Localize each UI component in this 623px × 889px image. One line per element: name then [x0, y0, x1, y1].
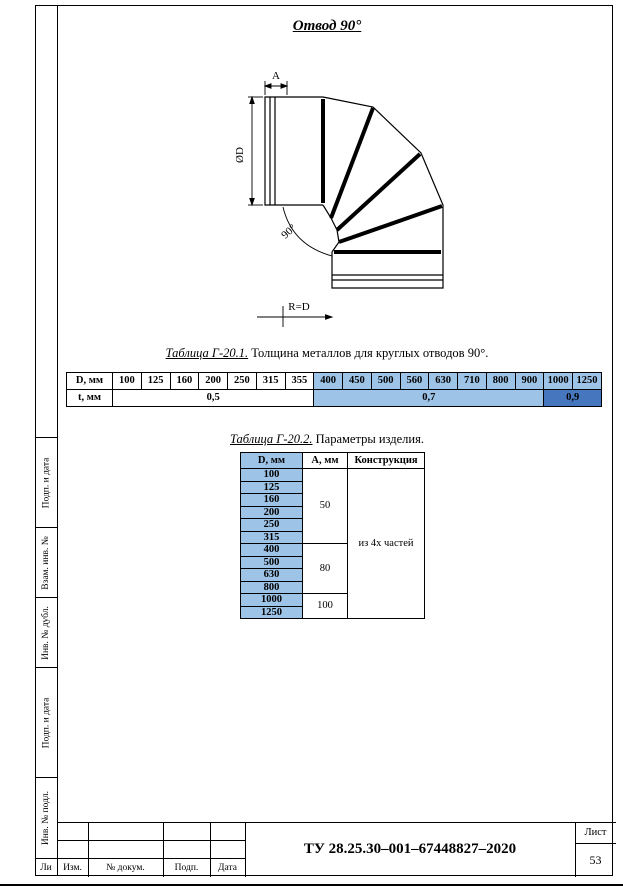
sheet-label: Лист: [584, 827, 607, 838]
sidebar-label: Взам. инв. №: [41, 535, 52, 590]
footer-label-dokum: № докум.: [106, 862, 145, 873]
diameter-cell: 125: [141, 373, 170, 390]
table-row: [67, 373, 602, 390]
duct-outlines: [265, 97, 443, 288]
a-value-cell: 50: [303, 469, 348, 544]
sidebar-cell-podp-data-1: [35, 437, 57, 527]
sheet-number: 53: [589, 852, 602, 867]
table-row: [67, 390, 602, 407]
thickness-cell: 0,9: [544, 390, 602, 407]
header-d-cell: D, мм: [241, 453, 303, 469]
page-title: Отвод 90°: [292, 18, 362, 34]
gore-seams: [323, 99, 442, 252]
sidebar-cell-inv-podl: [35, 777, 57, 858]
table-row: [241, 453, 425, 469]
table1-caption-ref: Таблица Г-20.1.: [165, 346, 249, 360]
elbow-drawing: [195, 55, 495, 340]
dimension-a: [265, 70, 287, 95]
diameter-cell: 500: [371, 373, 400, 390]
d-value-cell: 400: [241, 544, 303, 557]
sidebar-cell-vzam-inv: [35, 527, 57, 597]
diameter-cell: 160: [170, 373, 199, 390]
angle-label: 90°: [279, 222, 299, 242]
d-value-cell: 125: [241, 481, 303, 494]
d-value-cell: 100: [241, 469, 303, 482]
sidebar-label: Подп. и дата: [41, 457, 52, 508]
header-a-cell: А, мм: [303, 453, 348, 469]
diameter-cell: 710: [458, 373, 487, 390]
thickness-cell: 0,5: [113, 390, 314, 407]
table-row: [241, 469, 425, 482]
diameter-cell: 560: [400, 373, 429, 390]
d-value-cell: 800: [241, 581, 303, 594]
document-code: ТУ 28.25.30–001–67448827–2020: [303, 841, 517, 857]
parameters-table: [240, 452, 425, 619]
diameter-cell: 355: [285, 373, 314, 390]
sidebar-label: Подп. и дата: [41, 697, 52, 748]
d-value-cell: 200: [241, 506, 303, 519]
sidebar-label: Инв. № дубл.: [41, 605, 52, 660]
d-value-cell: 630: [241, 569, 303, 582]
d-value-cell: 1000: [241, 594, 303, 607]
a-value-cell: 100: [303, 594, 348, 619]
dimension-a-label: A: [272, 70, 280, 82]
page-edge-line: [0, 884, 623, 886]
dimension-diameter-label: ØD: [234, 147, 246, 163]
sidebar-cell-podp-data-2: [35, 667, 57, 777]
titleblock-line: [57, 840, 245, 841]
table2-caption: [57, 432, 597, 447]
header-construction-cell: Конструкция: [348, 453, 425, 469]
diameter-cell: 900: [515, 373, 544, 390]
footer-label-izm: Изм.: [63, 862, 82, 873]
table2-caption-ref: Таблица Г-20.2.: [230, 432, 313, 446]
diameter-cell: 800: [486, 373, 515, 390]
angle-annotation: [279, 207, 332, 256]
footer-label-podp: Подп.: [174, 862, 199, 873]
table1-caption: [57, 346, 597, 361]
diameter-cell: 630: [429, 373, 458, 390]
diameter-cell: 1250: [573, 373, 602, 390]
construction-cell: из 4х частей: [348, 469, 425, 619]
diameter-cell: 200: [199, 373, 228, 390]
col-header-cell: D, мм: [67, 373, 113, 390]
radius-label: R=D: [288, 301, 310, 313]
d-value-cell: 250: [241, 519, 303, 532]
footer-label-data: Дата: [218, 862, 237, 873]
thickness-table: [66, 372, 602, 407]
diameter-cell: 450: [343, 373, 372, 390]
thickness-cell: 0,7: [314, 390, 544, 407]
d-value-cell: 315: [241, 531, 303, 544]
diameter-cell: 400: [314, 373, 343, 390]
a-value-cell: 80: [303, 544, 348, 594]
sidebar-cell-inv-dubl: [35, 597, 57, 667]
d-value-cell: 1250: [241, 606, 303, 619]
table2-caption-text: Параметры изделия.: [312, 432, 424, 446]
diameter-cell: 100: [113, 373, 142, 390]
sidebar-label: Инв. № подл.: [41, 790, 52, 846]
diameter-cell: 1000: [544, 373, 573, 390]
row-header-cell: t, мм: [67, 390, 113, 407]
radius-annotation: [257, 301, 332, 327]
d-value-cell: 160: [241, 494, 303, 507]
d-value-cell: 500: [241, 556, 303, 569]
diameter-cell: 315: [256, 373, 285, 390]
dimension-diameter: [234, 97, 263, 205]
table1-caption-text: Толщина металлов для круглых отводов 90°.: [248, 346, 489, 360]
footer-label-li: Ли: [40, 862, 52, 873]
diameter-cell: 250: [228, 373, 257, 390]
